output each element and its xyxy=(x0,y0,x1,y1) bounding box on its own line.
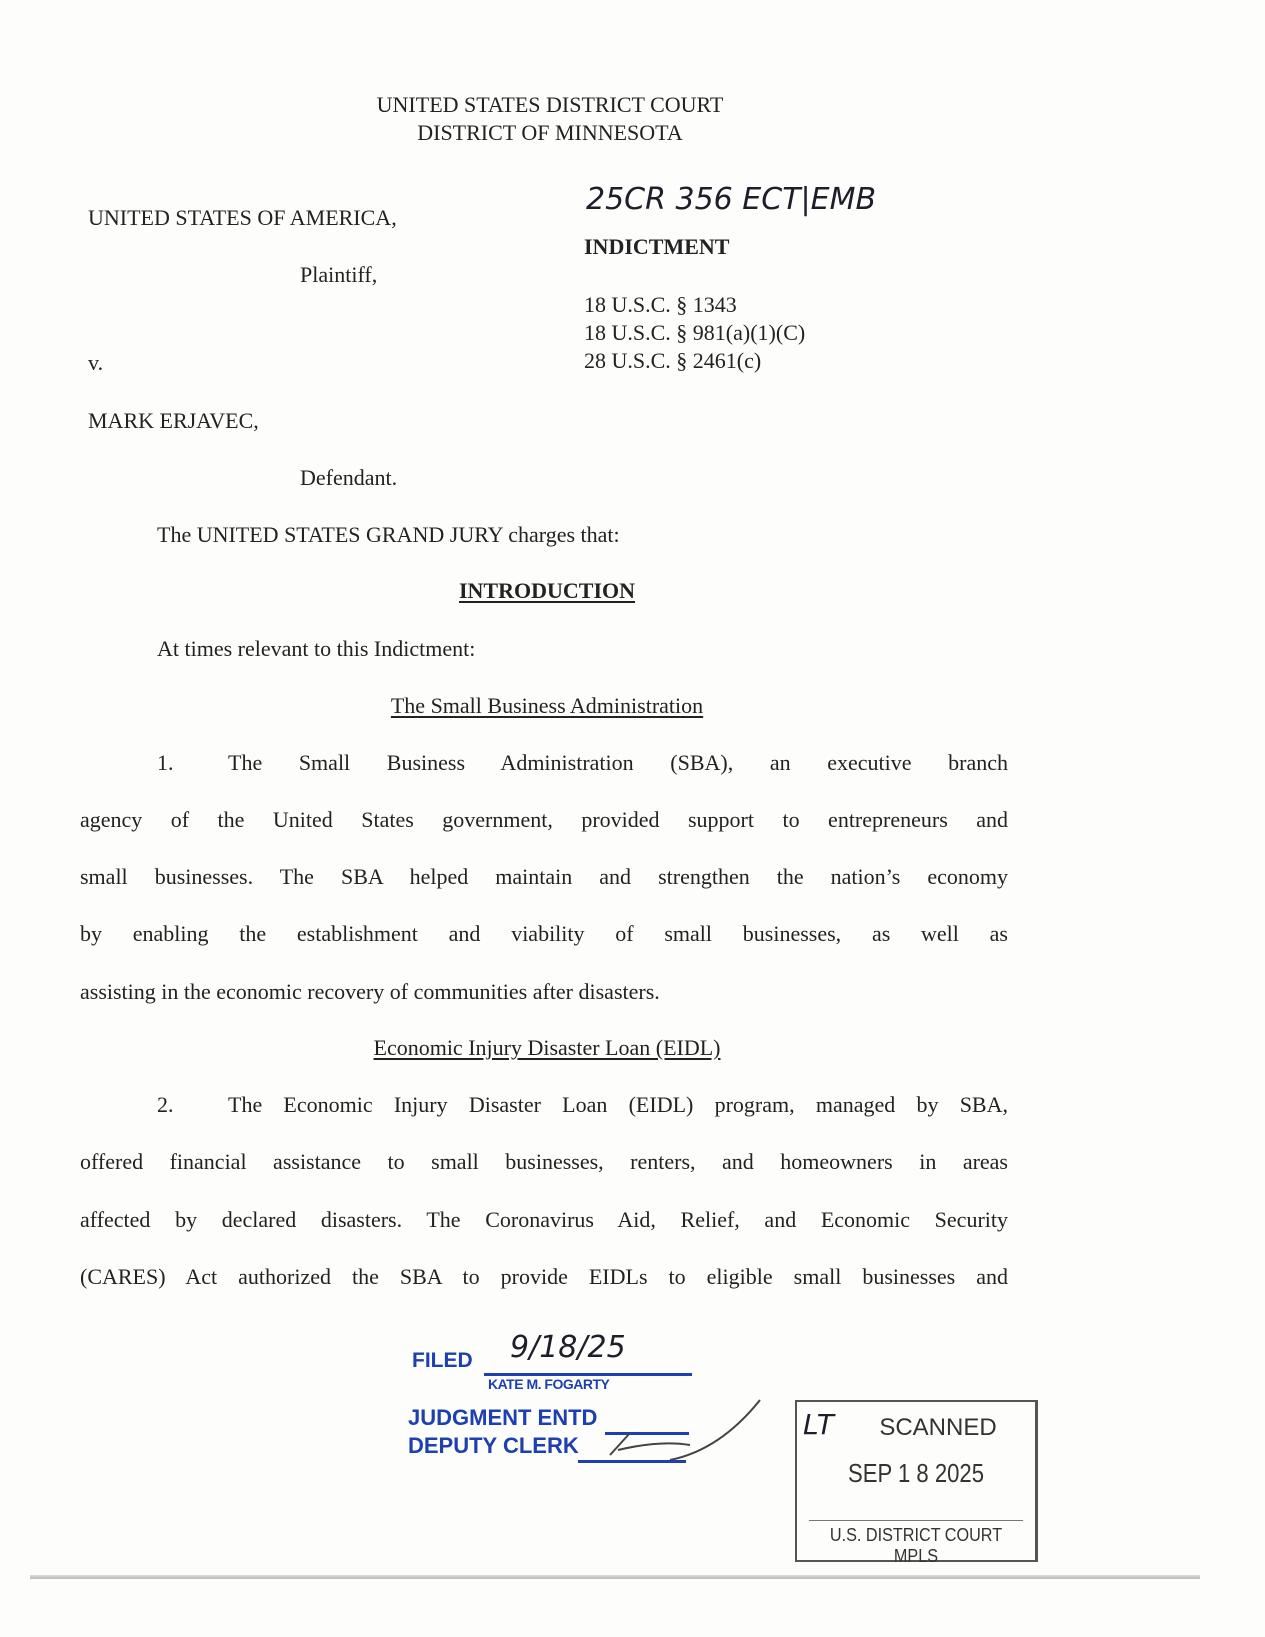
filed-label: FILED xyxy=(412,1349,473,1372)
scanned-initials: LT xyxy=(803,1408,834,1441)
paragraph-2-line: The Economic Injury Disaster Loan (EIDL) program, managed by SBA, xyxy=(228,1092,1008,1117)
defendant-name: MARK ERJAVEC, xyxy=(88,408,259,433)
scanned-label: SCANNED xyxy=(879,1414,997,1441)
subheading-eidl: Economic Injury Disaster Loan (EIDL) xyxy=(373,1035,721,1060)
document-title: INDICTMENT xyxy=(584,234,730,259)
clerk-name: KATE M. FOGARTY xyxy=(488,1376,610,1392)
scan-edge-line xyxy=(30,1575,1200,1579)
versus: v. xyxy=(88,350,104,375)
subheading-sba: The Small Business Administration xyxy=(390,693,704,718)
paragraph-1-line: assisting in the economic recovery of communities after disasters. xyxy=(80,979,660,1004)
court-name: UNITED STATES DISTRICT COURT xyxy=(376,92,724,117)
paragraph-2-line: offered financial assistance to small businesses, renters, and homeowners in areas xyxy=(80,1149,1008,1174)
opening-statement: The UNITED STATES GRAND JURY charges that: xyxy=(157,522,620,547)
paragraph-number-1: 1. xyxy=(157,750,174,775)
judgment-entered-label: JUDGMENT ENTD xyxy=(408,1405,598,1430)
defendant-role: Defendant. xyxy=(300,465,398,490)
paragraph-1-line: The Small Business Administration (SBA), an executive branch xyxy=(228,750,1008,775)
plaintiff-role: Plaintiff, xyxy=(300,262,378,287)
statute-2: 18 U.S.C. § 981(a)(1)(C) xyxy=(584,320,806,345)
deputy-clerk-label: DEPUTY CLERK xyxy=(408,1433,579,1458)
handwritten-case-number: 25CR 356 ECT|EMB xyxy=(586,182,877,217)
scanned-court: U.S. DISTRICT COURT MPLS xyxy=(809,1520,1023,1567)
paragraph-number-2: 2. xyxy=(157,1092,174,1117)
statute-1: 18 U.S.C. § 1343 xyxy=(584,292,737,317)
paragraph-1-line: by enabling the establishment and viability of small businesses, as well as xyxy=(80,921,1008,946)
paragraph-1-line: agency of the United States government, provided support to entrepreneurs and xyxy=(80,807,1008,832)
times-relevant: At times relevant to this Indictment: xyxy=(157,636,476,661)
statute-3: 28 U.S.C. § 2461(c) xyxy=(584,348,762,373)
scanned-date: SEP 1 8 2025 xyxy=(848,1458,984,1488)
court-district: DISTRICT OF MINNESOTA xyxy=(417,120,683,145)
handwritten-initial-mark xyxy=(600,1395,770,1470)
scanned-stamp xyxy=(795,1400,1038,1566)
section-heading: INTRODUCTION xyxy=(458,578,636,603)
paragraph-1-line: small businesses. The SBA helped maintain and strengthen the nation’s economy xyxy=(80,864,1008,889)
paragraph-2-line: affected by declared disasters. The Coronavirus Aid, Relief, and Economic Security xyxy=(80,1207,1008,1232)
paragraph-2-line: (CARES) Act authorized the SBA to provide EIDLs to eligible small businesses and xyxy=(80,1264,1008,1289)
plaintiff-name: UNITED STATES OF AMERICA, xyxy=(88,205,397,230)
filed-date-handwritten: 9/18/25 xyxy=(510,1330,626,1365)
